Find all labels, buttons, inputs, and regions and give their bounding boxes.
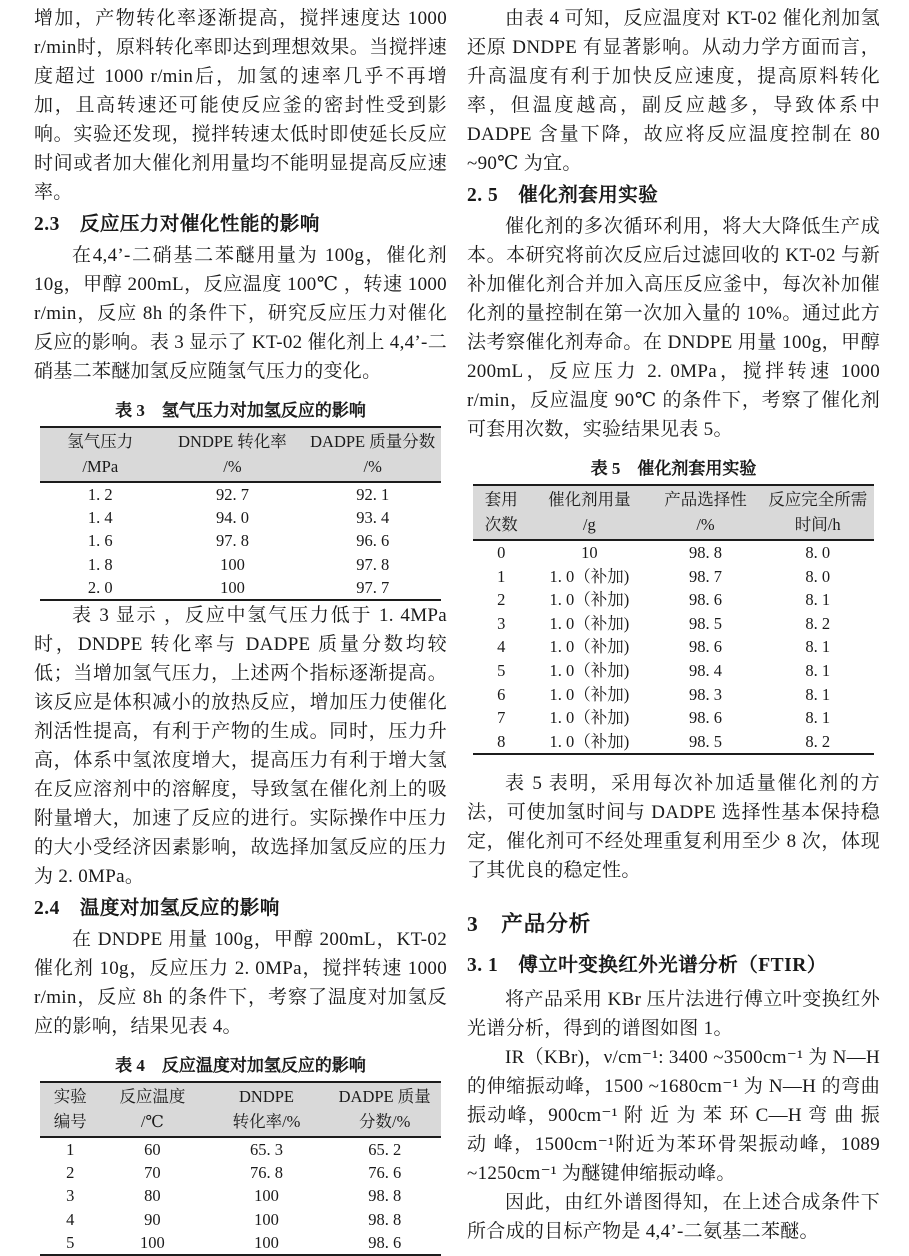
- table-cell: 98. 6: [689, 708, 723, 728]
- table-cell: 98. 8: [368, 1186, 402, 1206]
- table-row: [473, 635, 874, 659]
- table-cell: 8. 2: [805, 731, 831, 751]
- table-cell: 1. 0（补加): [549, 731, 630, 751]
- column-header: 氢气压力 /MPa: [67, 432, 134, 476]
- table-cell: 98. 5: [689, 613, 723, 633]
- table-cell: 1. 8: [87, 554, 113, 574]
- table-row: [40, 1231, 441, 1255]
- paragraph-section-2-5: 催化剂的多次循环利用，将大大降低生产成本。本研究将前次反应后过滤回收的 KT-02 与新补加催化剂合并加入高压反应釜中，每次补加催化剂的量控制在第一次加入量的 10%。通过此方法考察催化剂寿命。在 DNDPE 用量 100g，甲醇 200mL，反应压力 2. 0MPa，搅拌转速 1000 r/min，反应温度 90℃ 的条件下，考察了催化剂可套用次数，实验结果见表 5。: [467, 216, 880, 440]
- table-cell: 10: [581, 543, 598, 562]
- table-row: [40, 576, 441, 600]
- table-cell: 98. 8: [368, 1209, 402, 1229]
- table-cell: 100: [139, 1232, 165, 1252]
- table-cell: 4: [497, 637, 506, 657]
- table-cell: 65. 3: [250, 1140, 284, 1160]
- table-cell: 97. 7: [356, 577, 390, 597]
- table-cell: 1. 4: [87, 508, 113, 528]
- table-3-header: [40, 427, 441, 482]
- table-cell: 98. 6: [689, 637, 723, 657]
- table-cell: 1. 6: [87, 531, 113, 551]
- paragraph-ftir-intro: 将产品采用 KBr 压片法进行傅立叶变换红外光谱分析，得到的谱图如图 1。: [467, 989, 880, 1040]
- table-cell: 100: [254, 1186, 279, 1206]
- section-heading-2-5: 2. 5 催化剂套用实验: [467, 185, 659, 206]
- table-cell: 1. 0（补加): [549, 613, 630, 633]
- column-header: 反应温度 /℃: [119, 1087, 186, 1131]
- table-cell: 8. 0: [805, 543, 831, 562]
- table-row: [473, 659, 874, 683]
- table-row: [473, 540, 874, 565]
- table-5-header: [473, 485, 874, 540]
- table-cell: 8. 0: [805, 566, 831, 586]
- table-cell: 1. 2: [87, 485, 113, 504]
- table-5-body: [473, 540, 874, 754]
- table-cell: 2: [497, 590, 506, 610]
- table-cell: 100: [220, 577, 245, 597]
- table-cell: 6: [497, 684, 506, 704]
- table-4-body: [40, 1137, 441, 1255]
- table-cell: 2: [66, 1163, 75, 1183]
- table-row: [40, 553, 441, 576]
- paragraph-ir-peaks: IR（KBr)，ν/cm⁻¹: 3400 ~3500cm⁻¹ 为 N—H 的伸缩振动峰，1500 ~1680cm⁻¹ 为 N—H 的弯曲振动峰，900cm⁻¹ 附 近 为 苯 环 C—H 弯 曲 振 动 峰，1500cm⁻¹附近为苯环骨架振动峰，1089 ~1250cm⁻¹ 为醚键伸缩振动峰。: [467, 1047, 880, 1185]
- table-cell: 98. 6: [689, 590, 723, 610]
- table-cell: 0: [497, 543, 506, 562]
- table-cell: 5: [497, 660, 506, 680]
- table-row: [40, 1137, 441, 1161]
- table-cell: 8. 1: [805, 637, 831, 657]
- column-header: DADPE 质量 分数/%: [338, 1087, 431, 1131]
- table-cell: 65. 2: [368, 1140, 402, 1160]
- table-cell: 8: [497, 731, 506, 751]
- section-heading-2-3: 2.3 反应压力对催化性能的影响: [34, 214, 320, 235]
- section-heading-3: 3 产品分析: [467, 912, 592, 937]
- paragraph-table-5-discussion: 表 5 表明，采用每次补加适量催化剂的方法，可使加氢时间与 DADPE 选择性基本保持稳定，催化剂可不经处理重复利用至少 8 次，体现了其优良的稳定性。: [467, 773, 880, 882]
- table-cell: 7: [497, 708, 506, 728]
- table-4-header: [40, 1082, 441, 1137]
- right-column: [467, 4, 880, 1243]
- table-cell: 4: [66, 1209, 75, 1229]
- table-cell: 1. 0（补加): [549, 660, 630, 680]
- table-cell: 100: [254, 1232, 279, 1252]
- table-cell: 1. 0（补加): [549, 684, 630, 704]
- table-row: [473, 612, 874, 636]
- table-cell: 98. 6: [368, 1232, 402, 1252]
- paragraph-table-3-discussion: 表 3 显示 ，反应中氢气压力低于 1. 4MPa 时，DNDPE 转化率与 DADPE 质量分数均较低；当增加氢气压力，上述两个指标逐渐提高。该反应是体积减小的放热反应，增加压力使催化剂活性提高，有利于产物的生成。同时，压力升高，体系中氢浓度增大，提高压力有利于增大氢在反应溶剂中的溶解度，导致氢在催化剂上的吸附量增大，加速了反应的进行。实际操作中压力的大小受经济因素影响，故选择加氢反应的压力为 2. 0MPa。: [34, 605, 447, 888]
- table-cell: 3: [497, 613, 506, 633]
- table-cell: 1. 0（补加): [549, 637, 630, 657]
- table-cell: 1. 0（补加): [549, 566, 630, 586]
- table-cell: 100: [220, 554, 245, 574]
- table-cell: 98. 5: [689, 731, 723, 751]
- table-cell: 8. 2: [805, 613, 831, 633]
- table-cell: 80: [144, 1186, 161, 1206]
- paragraph-table-4-discussion: 由表 4 可知，反应温度对 KT-02 催化剂加氢还原 DNDPE 有显著影响。从动力学方面而言，升高温度有利于加快反应速度，提高原料转化率，但温度越高，副反应越多，导致体系中 DADPE 含量下降，故应将反应温度控制在 80 ~90℃ 为宜。: [467, 8, 880, 174]
- table-cell: 8. 1: [805, 590, 831, 610]
- table-row: [473, 683, 874, 707]
- table-row: [473, 706, 874, 730]
- table-cell: 1: [497, 566, 506, 586]
- table-cell: 1. 0（补加): [549, 590, 630, 610]
- paragraph-section-2-3: 在4,4’-二硝基二苯醚用量为 100g，催化剂 10g，甲醇 200mL，反应温度 100℃ ，转速 1000 r/min，反应 8h 的条件下，研究反应压力对催化反应的影响。表 3 显示了 KT-02 催化剂上 4,4’-二硝基二苯醚加氢反应随氢气压力的变化。: [34, 245, 447, 382]
- table-cell: 92. 7: [215, 485, 249, 504]
- table-row: [40, 482, 441, 506]
- column-header: DNDPE 转化率 /%: [178, 432, 287, 476]
- column-header: 套用 次数: [484, 490, 518, 534]
- table-row: [40, 1184, 441, 1207]
- table-cell: 100: [254, 1209, 279, 1229]
- table-cell: 3: [66, 1186, 75, 1206]
- table-cell: 90: [144, 1209, 161, 1229]
- paragraph-ftir-conclusion: 因此，由红外谱图得知，在上述合成条件下所合成的目标产物是 4,4’-二氨基二苯醚。: [467, 1192, 880, 1243]
- paragraph-stirring-speed: 增加，产物转化率逐渐提高，搅拌速度达 1000 r/min时，原料转化率即达到理想效果。当搅拌速度超过 1000 r/min后，加氢的速率几乎不再增加，且高转速还可能使反应釜的密封性受到影响。实验还发现，搅拌转速太低时即使延长反应时间或者加大催化剂用量均不能明显提高反应速率。: [34, 8, 447, 203]
- table-4-temperature: [40, 1081, 441, 1256]
- table-cell: 8. 1: [805, 708, 831, 728]
- table-cell: 76. 8: [250, 1163, 284, 1183]
- table-cell: 97. 8: [356, 554, 390, 574]
- table-cell: 97. 8: [215, 531, 249, 551]
- column-header: 反应完全所需 时间/h: [768, 490, 868, 534]
- table-3-body: [40, 482, 441, 600]
- table-cell: 1. 0（补加): [549, 708, 630, 728]
- table-row: [40, 1208, 441, 1231]
- paragraph-section-2-4: 在 DNDPE 用量 100g，甲醇 200mL，KT-02 催化剂 10g，反应压力 2. 0MPa，搅拌转速 1000 r/min，反应 8h 的条件下，考察了温度对加氢反应的影响，结果见表 4。: [34, 929, 447, 1038]
- table-cell: 98. 4: [689, 660, 723, 680]
- column-header: 产品选择性 /%: [664, 490, 747, 534]
- section-heading-2-4: 2.4 温度对加氢反应的影响: [34, 898, 280, 920]
- table-row: [473, 588, 874, 612]
- table-cell: 98. 3: [689, 684, 723, 704]
- left-column: [34, 4, 447, 1252]
- table-cell: 92. 1: [356, 485, 390, 504]
- table-cell: 1: [66, 1140, 75, 1160]
- table-cell: 8. 1: [805, 660, 831, 680]
- table-row: [40, 506, 441, 529]
- table-cell: 96. 6: [356, 531, 390, 551]
- table-5-caption: 表 5 催化剂套用实验: [590, 459, 757, 478]
- column-header: 催化剂用量 /g: [548, 490, 631, 534]
- table-cell: 76. 6: [368, 1163, 402, 1183]
- table-row: [473, 730, 874, 755]
- table-cell: 5: [66, 1232, 75, 1252]
- table-row: [40, 1161, 441, 1184]
- section-heading-3-1: 3. 1 傅立叶变换红外光谱分析（FTIR）: [467, 955, 827, 977]
- table-row: [473, 565, 874, 589]
- table-3-hydrogen-pressure: [40, 426, 441, 601]
- table-cell: 70: [144, 1163, 161, 1183]
- table-cell: 8. 1: [805, 684, 831, 704]
- table-row: [40, 529, 441, 552]
- column-header: DNDPE 转化率/%: [232, 1087, 301, 1131]
- table-cell: 98. 8: [689, 543, 723, 562]
- column-header: 实验 编号: [53, 1087, 87, 1131]
- column-header: DADPE 质量分数 /%: [310, 432, 436, 476]
- table-cell: 2. 0: [87, 577, 113, 597]
- table-4-caption: 表 4 反应温度对加氢反应的影响: [115, 1056, 366, 1076]
- table-cell: 60: [144, 1140, 161, 1160]
- table-cell: 94. 0: [215, 508, 249, 528]
- table-cell: 93. 4: [356, 508, 390, 528]
- table-cell: 98. 7: [689, 566, 723, 586]
- table-5-catalyst-reuse: [473, 484, 874, 755]
- table-3-caption: 表 3 氢气压力对加氢反应的影响: [115, 401, 366, 420]
